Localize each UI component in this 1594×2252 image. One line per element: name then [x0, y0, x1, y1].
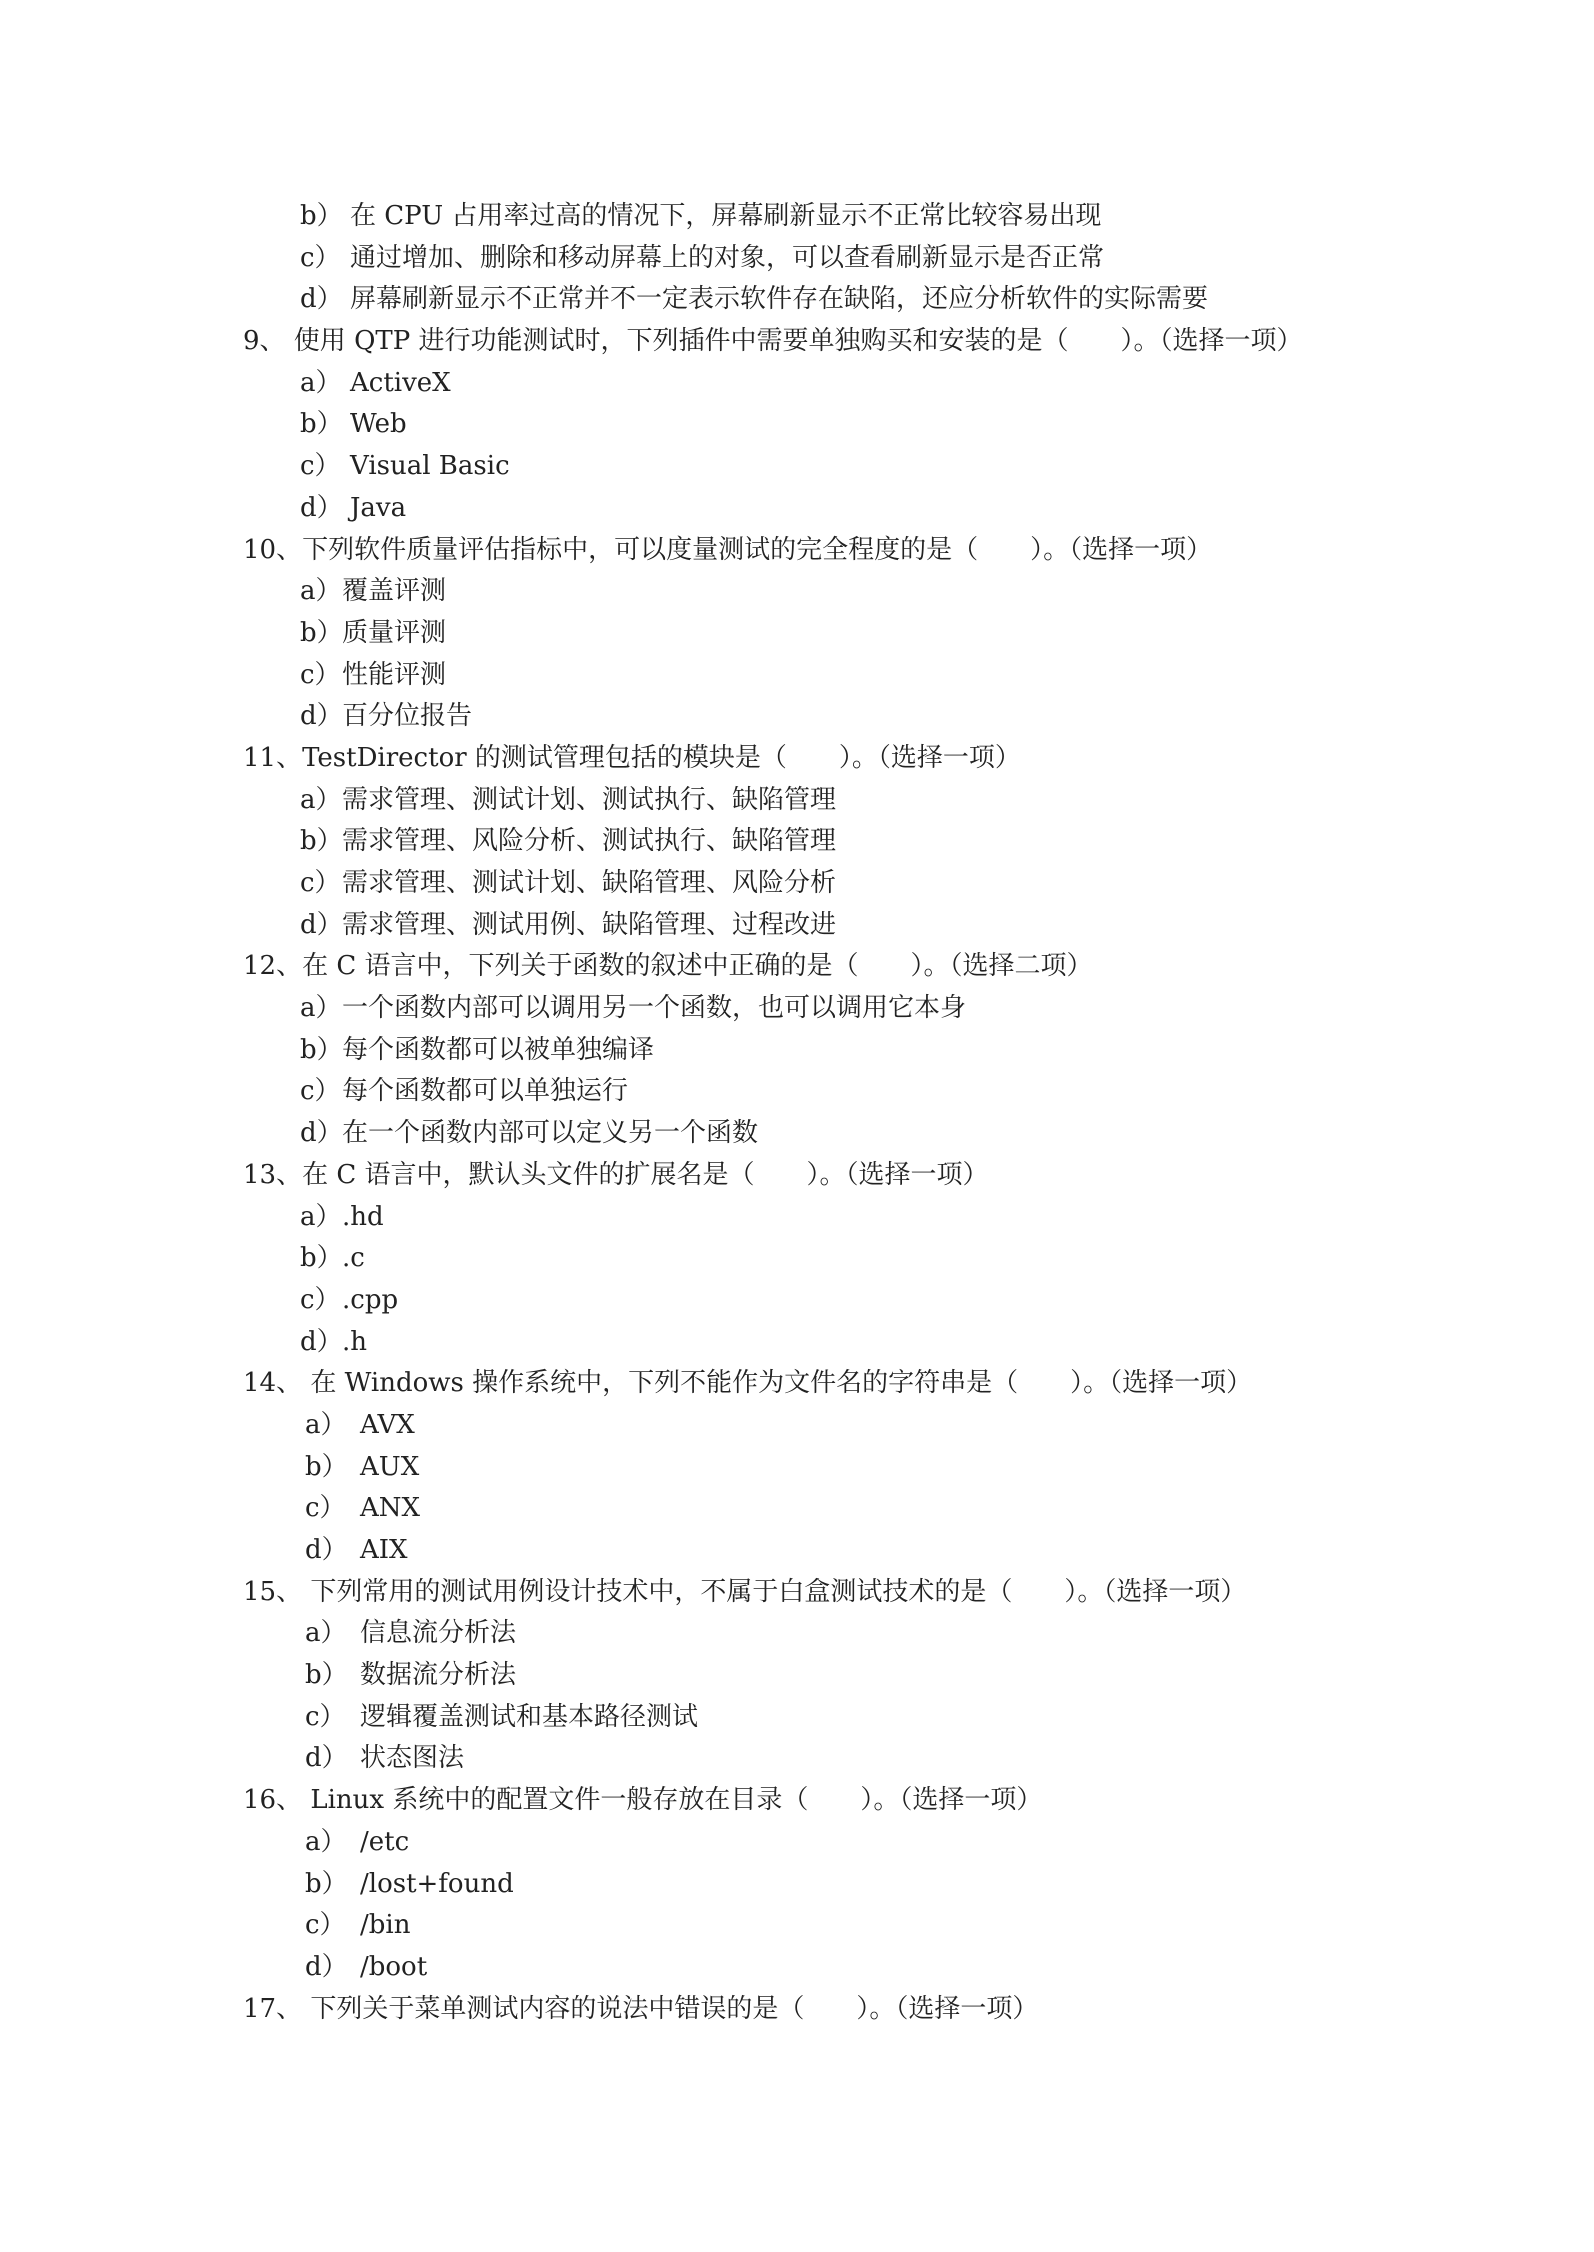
option-label: c） [300, 659, 341, 690]
option-label: d） [305, 1535, 348, 1565]
answer-option [0, 613, 1594, 655]
option-label: a） [300, 784, 342, 815]
answer-option [0, 488, 1594, 530]
question-stem [0, 1363, 1594, 1405]
question-stem [0, 738, 1594, 780]
answer-option [0, 446, 1594, 488]
option-text: 需求管理、测试用例、缺陷管理、过程改进 [342, 909, 837, 940]
answer-option [0, 780, 1594, 822]
question-stem [0, 1572, 1594, 1614]
option-label: d） [300, 909, 343, 940]
option-label: a） [305, 1409, 347, 1440]
option-text: 质量评测 [342, 617, 447, 648]
answer-option [0, 1113, 1594, 1155]
option-text: AIX [360, 1535, 408, 1565]
answer-option [0, 1322, 1594, 1364]
option-label: d） [300, 492, 343, 523]
question-stem [0, 1155, 1594, 1197]
option-label: b） [305, 1868, 348, 1899]
question-stem [0, 1989, 1594, 2031]
option-label: d） [300, 1118, 343, 1149]
option-label: c） [300, 868, 341, 898]
answer-option [0, 1030, 1594, 1072]
option-text: 百分位报告 [342, 701, 473, 732]
answer-option [0, 404, 1594, 446]
answer-option [0, 1655, 1594, 1697]
answer-option [0, 1197, 1594, 1239]
option-label: b） [300, 826, 343, 857]
answer-option [0, 1238, 1594, 1280]
option-label: b） [300, 409, 343, 440]
answer-option [0, 196, 1594, 238]
answer-option [0, 1947, 1594, 1989]
option-label: d） [305, 1951, 348, 1982]
option-label: b） [300, 1034, 343, 1065]
answer-option [0, 696, 1594, 738]
question-text: 13、在 C 语言中，默认头文件的扩展名是（ ）。（选择一项） [243, 1159, 989, 1190]
option-text: .c [342, 1243, 365, 1274]
option-label: d） [300, 284, 343, 315]
question-text: 9、 使用 QTP 进行功能测试时，下列插件中需要单独购买和安装的是（ ）。（选择一项） [243, 326, 1303, 357]
answer-option [0, 1530, 1594, 1572]
question-text: 10、下列软件质量评估指标中，可以度量测试的完全程度的是（ ）。（选择一项） [243, 534, 1213, 565]
option-label: c） [300, 1076, 341, 1107]
option-text: ANX [360, 1493, 421, 1524]
answer-option [0, 988, 1594, 1030]
answer-option [0, 1738, 1594, 1780]
option-label: c） [300, 1284, 341, 1315]
answer-option [0, 821, 1594, 863]
option-text: /boot [360, 1951, 428, 1982]
option-label: c） [300, 451, 341, 482]
option-label: a） [300, 576, 342, 607]
question-text: 14、 在 Windows 操作系统中，下列不能作为文件名的字符串是（ ）。（选择一项） [243, 1368, 1253, 1399]
answer-option [0, 1405, 1594, 1447]
option-text: 屏幕刷新显示不正常并不一定表示软件存在缺陷，还应分析软件的实际需要 [350, 284, 1209, 315]
option-text: .hd [342, 1201, 384, 1232]
option-text: 在 CPU 占用率过高的情况下，屏幕刷新显示不正常比较容易出现 [350, 201, 1102, 231]
question-stem [0, 946, 1594, 988]
option-label: d） [300, 1326, 343, 1357]
option-text: .cpp [342, 1284, 399, 1315]
question-stem [0, 1780, 1594, 1822]
option-label: a） [300, 1201, 342, 1232]
option-label: a） [300, 993, 342, 1024]
option-text: Java [350, 492, 407, 523]
option-text: 每个函数都可以单独运行 [342, 1076, 629, 1107]
option-text: Web [350, 409, 407, 440]
answer-option [0, 1905, 1594, 1947]
option-text: ActiveX [350, 367, 451, 398]
answer-option [0, 1613, 1594, 1655]
answer-option [0, 1822, 1594, 1864]
option-label: a） [305, 1618, 347, 1649]
answer-option [0, 279, 1594, 321]
option-text: 在一个函数内部可以定义另一个函数 [342, 1118, 759, 1149]
answer-option [0, 1488, 1594, 1530]
option-label: a） [305, 1826, 347, 1857]
option-label: b） [300, 617, 343, 648]
option-text: 每个函数都可以被单独编译 [342, 1034, 655, 1065]
option-label: c） [305, 1493, 346, 1524]
option-text: 状态图法 [360, 1743, 465, 1774]
question-stem [0, 321, 1594, 363]
option-text: 需求管理、风险分析、测试执行、缺陷管理 [342, 826, 837, 857]
option-label: b） [305, 1660, 348, 1691]
answer-option [0, 1697, 1594, 1739]
answer-option [0, 863, 1594, 905]
answer-option [0, 1447, 1594, 1489]
question-text: 12、在 C 语言中，下列关于函数的叙述中正确的是（ ）。（选择二项） [243, 951, 1093, 982]
question-text: 16、 Linux 系统中的配置文件一般存放在目录（ ）。（选择一项） [243, 1785, 1043, 1816]
option-label: b） [300, 201, 343, 231]
option-text: .h [342, 1326, 368, 1357]
answer-option [0, 571, 1594, 613]
option-text: AVX [360, 1409, 415, 1440]
document-page [0, 196, 1594, 2030]
answer-option [0, 1280, 1594, 1322]
option-text: 信息流分析法 [360, 1618, 517, 1649]
option-text: 通过增加、删除和移动屏幕上的对象，可以查看刷新显示是否正常 [350, 242, 1105, 273]
question-stem [0, 530, 1594, 572]
option-label: b） [300, 1243, 343, 1274]
option-text: 需求管理、测试计划、测试执行、缺陷管理 [342, 784, 837, 815]
answer-option [0, 363, 1594, 405]
answer-option [0, 1071, 1594, 1113]
option-label: c） [305, 1701, 346, 1732]
question-text: 11、TestDirector 的测试管理包括的模块是（ ）。（选择一项） [243, 742, 1021, 773]
option-label: c） [300, 242, 341, 273]
option-text: Visual Basic [350, 451, 510, 482]
option-text: 需求管理、测试计划、缺陷管理、风险分析 [342, 868, 837, 898]
option-text: /etc [360, 1826, 410, 1857]
option-label: d） [305, 1743, 348, 1774]
option-text: /lost+found [360, 1868, 514, 1899]
answer-option [0, 238, 1594, 280]
option-label: a） [300, 367, 342, 398]
answer-option [0, 655, 1594, 697]
option-text: 覆盖评测 [342, 576, 447, 607]
answer-option [0, 1864, 1594, 1906]
option-text: /bin [360, 1910, 411, 1941]
option-label: b） [305, 1451, 348, 1482]
option-text: 逻辑覆盖测试和基本路径测试 [360, 1701, 699, 1732]
option-text: 性能评测 [342, 659, 447, 690]
question-text: 17、 下列关于菜单测试内容的说法中错误的是（ ）。（选择一项） [243, 1993, 1039, 2024]
answer-option [0, 905, 1594, 947]
option-label: c） [305, 1910, 346, 1941]
option-text: 数据流分析法 [360, 1660, 517, 1691]
option-label: d） [300, 701, 343, 732]
question-text: 15、 下列常用的测试用例设计技术中，不属于白盒测试技术的是（ ）。（选择一项） [243, 1576, 1247, 1607]
option-text: AUX [360, 1451, 420, 1482]
option-text: 一个函数内部可以调用另一个函数，也可以调用它本身 [342, 993, 967, 1024]
